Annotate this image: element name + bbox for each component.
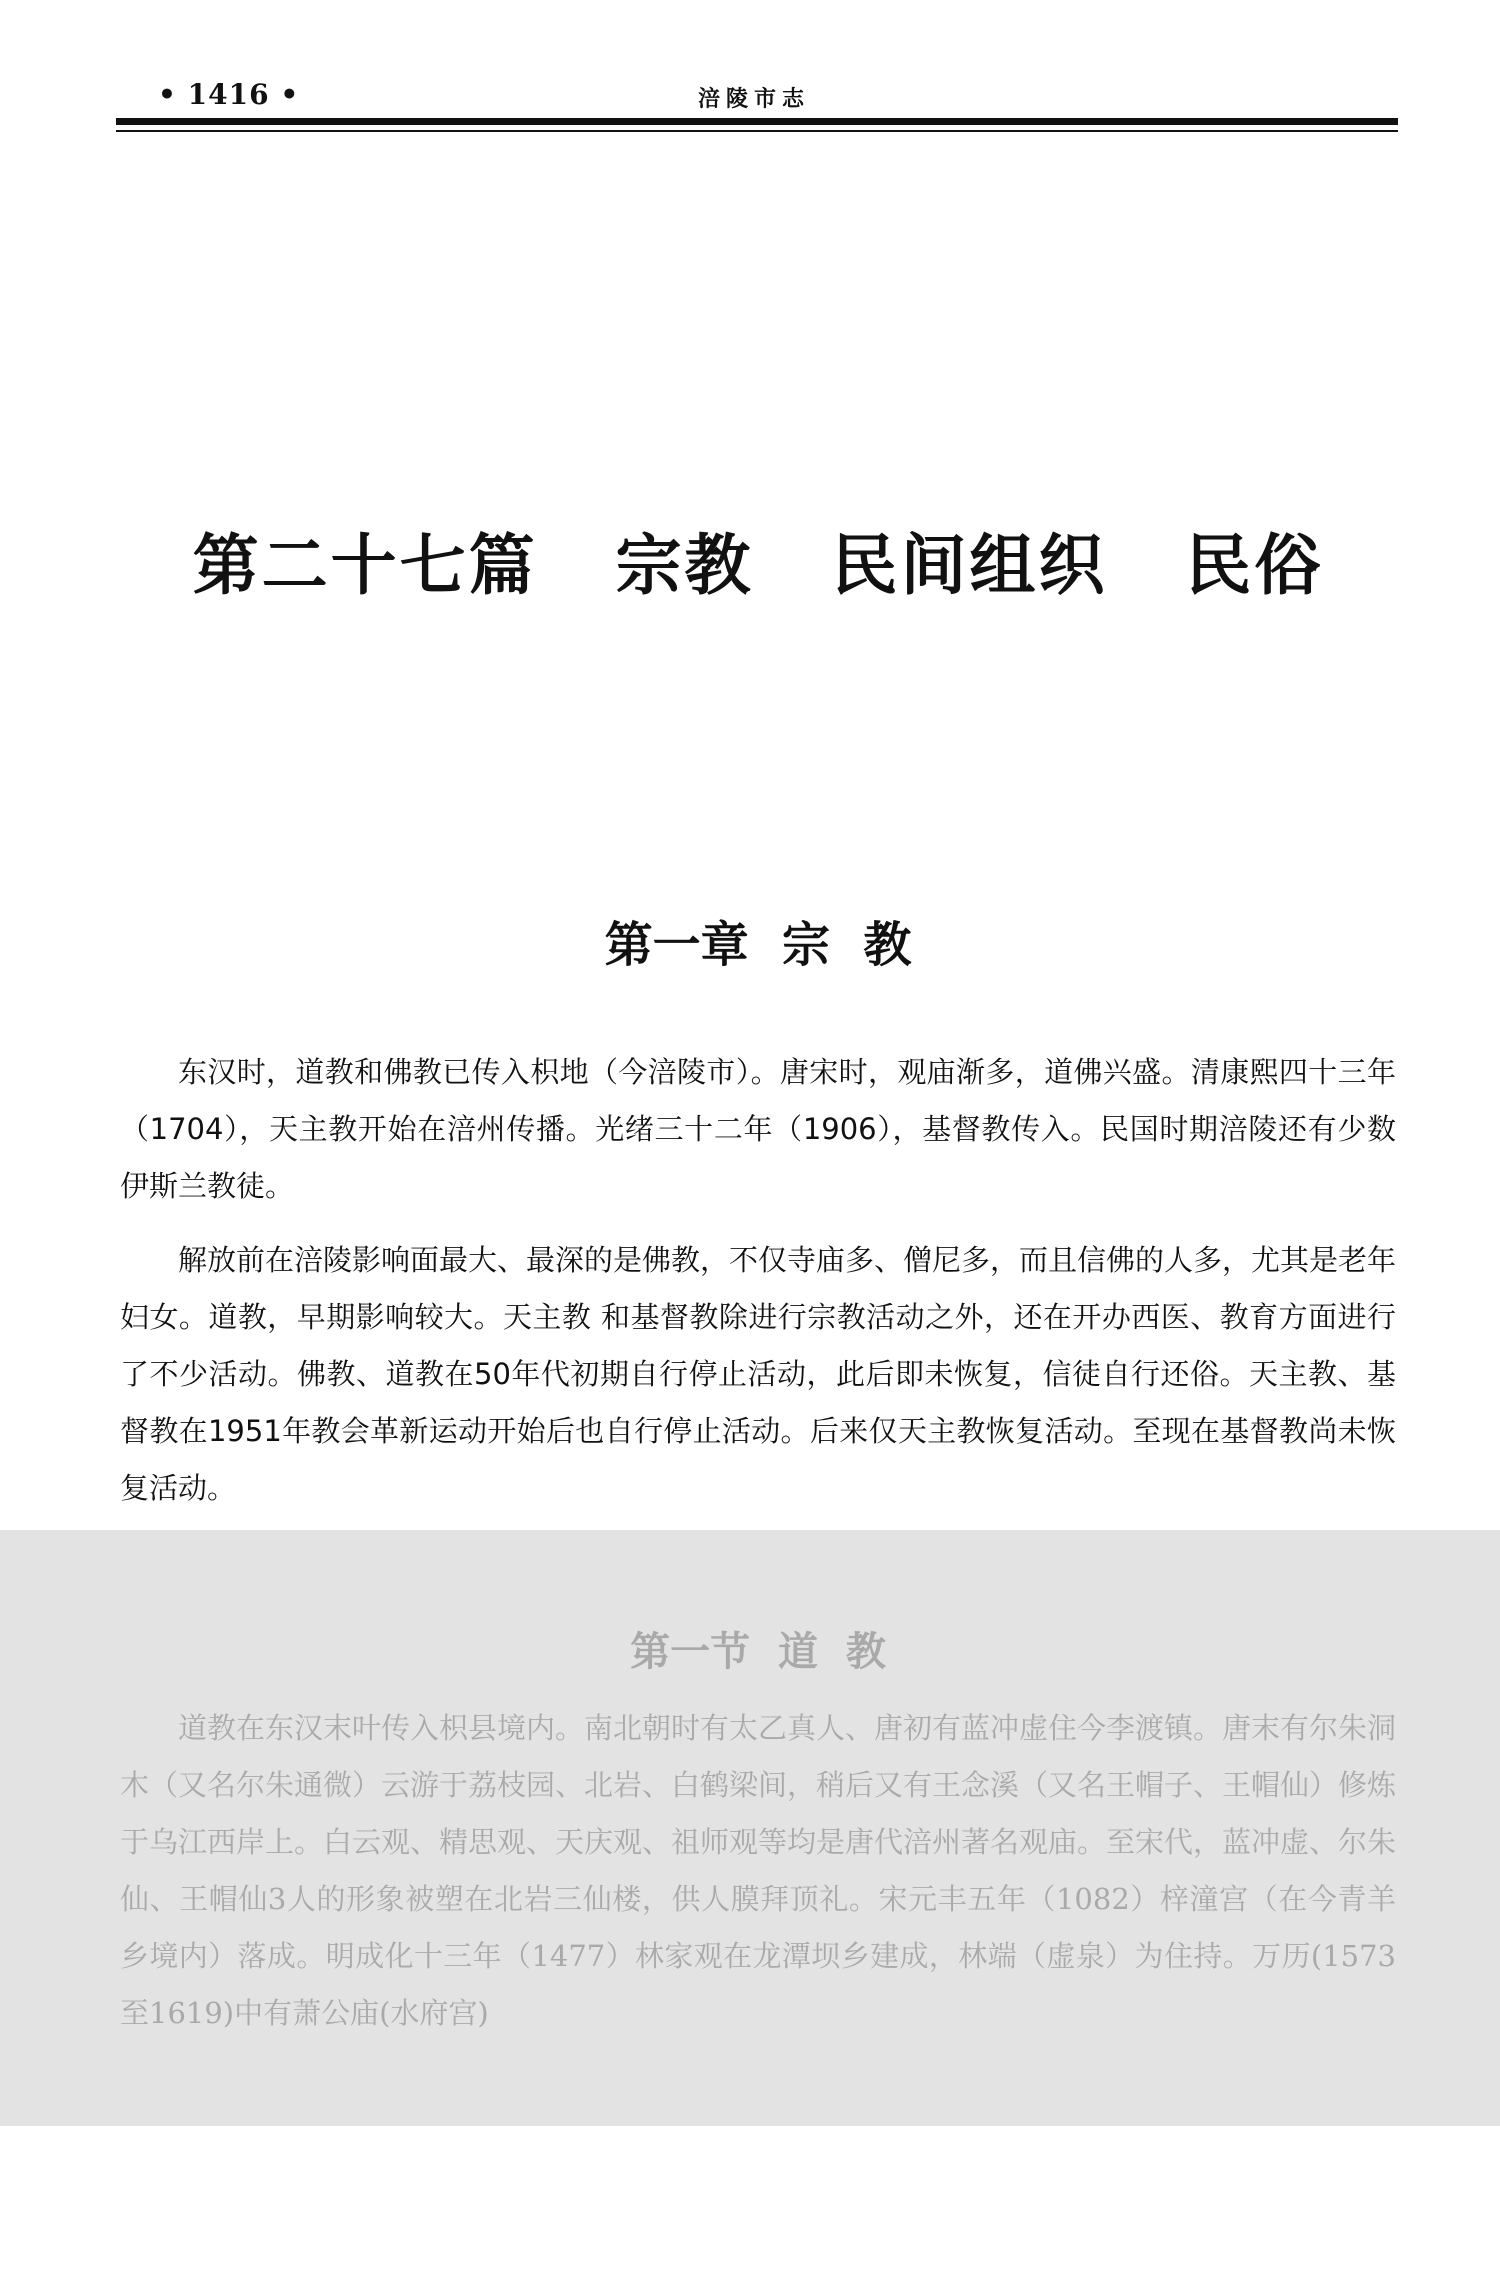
header-rule-thick [116, 118, 1398, 125]
section-paragraph: 道教在东汉末叶传入枳县境内。南北朝时有太乙真人、唐初有蓝冲虚住今李渡镇。唐末有尔朱洞木（又名尔朱通微）云游于荔枝园、北岩、白鹤梁间，稍后又有王念溪（又名王帽子、王帽仙）修炼于乌江西岸上。白云观、精思观、天庆观、祖师观等均是唐代涪州著名观庙。至宋代，蓝冲虚、尔朱仙、王帽仙3人的形象被塑在北岩三仙楼，供人膜拜顶礼。宋元丰五年（1082）梓潼宫（在今青羊乡境内）落成。明成化十三年（1477）林家观在龙潭坝乡建成，林端（虚泉）为住持。万历(1573至1619)中有萧公庙(水府宫) [120, 1711, 1397, 2030]
page-header [118, 78, 1398, 118]
page-number: • 1416 • [158, 78, 300, 111]
part-title: 第二十七篇 宗教 民间组织 民俗 [192, 527, 1324, 605]
section-title: 第一节 道 教 [630, 1628, 886, 1675]
chapter-title: 第一章 宗 教 [604, 916, 912, 973]
header-rule-thin [116, 130, 1398, 132]
paragraph: 东汉时，道教和佛教已传入枳地（今涪陵市）。唐宋时，观庙渐多，道佛兴盛。清康熙四十三年（1704），天主教开始在涪州传播。光绪三十二年（1906），基督教传入。民国时期涪陵还有少数伊斯兰教徒。 [120, 1055, 1396, 1203]
running-title: 涪陵市志 [698, 87, 811, 112]
paragraph: 解放前在涪陵影响面最大、最深的是佛教，不仅寺庙多、僧尼多，而且信佛的人多，尤其是老年妇女。道教，早期影响较大。天主教 和基督教除进行宗教活动之外，还在开办西医、教育方面进行了不少活动。佛教、道教在50年代初期自行停止活动，此后即未恢复，信徒自行还俗。天主教、基督教在1951年教会革新运动开始后也自行停止活动。后来仅天主教恢复活动。至现在基督教尚未恢复活动。 [120, 1243, 1397, 1505]
